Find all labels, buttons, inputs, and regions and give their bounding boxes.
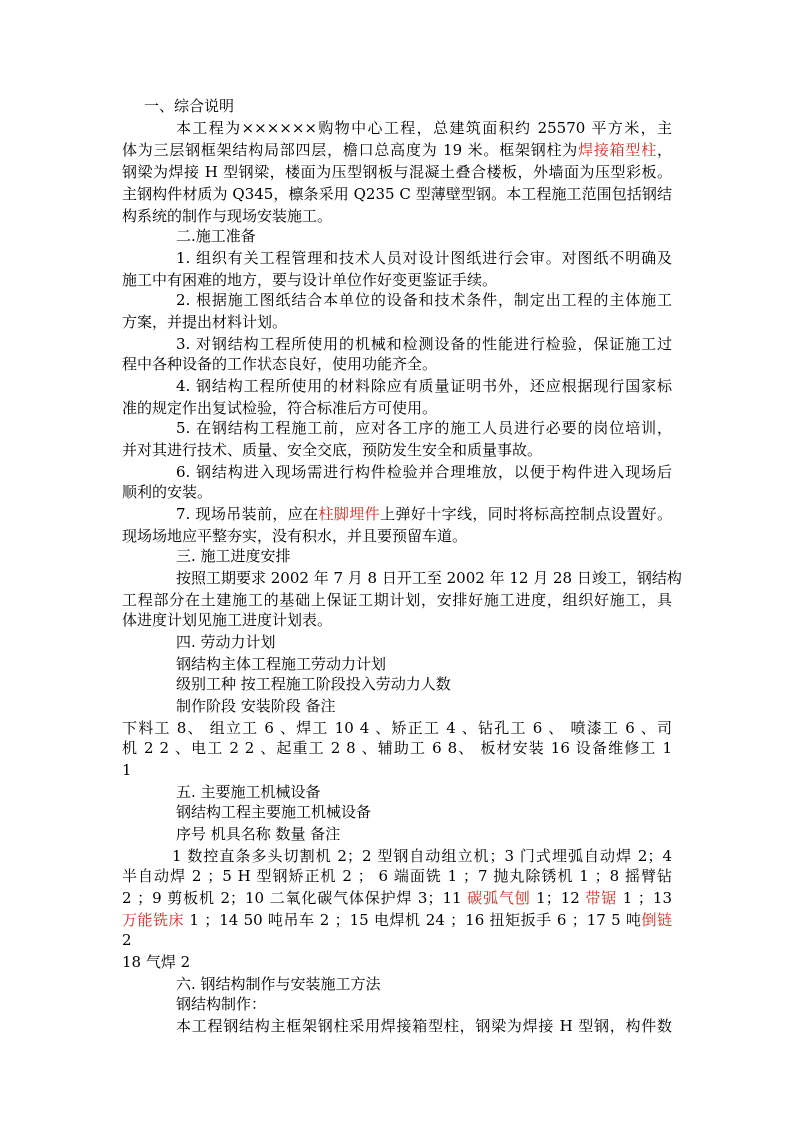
table-header: 制作阶段 安装阶段 备注 <box>176 697 336 715</box>
highlighted-term: 碳弧气刨 <box>467 889 531 907</box>
list-line: 18 气焊 2 <box>122 953 191 971</box>
text-run: 7. 现场吊装前，应在 <box>176 505 319 523</box>
list-item-line: 2. 根据施工图纸结合本单位的设备和技术条件，制定出工程的主体施工 <box>176 291 672 309</box>
paragraph-line: 构系统的制作与现场安装施工。 <box>122 207 333 225</box>
table-title: 钢结构工程主要施工机械设备 <box>176 803 372 821</box>
subheading: 钢结构制作： <box>176 995 267 1013</box>
list-item-line: 现场场地应平整夯实，没有积水，并且要预留车道。 <box>122 527 468 545</box>
paragraph-line: 本工程钢结构主框架钢柱采用焊接箱型柱，钢梁为焊接 H 型钢，构件数 <box>176 1017 672 1035</box>
list-item-line: 3. 对钢结构工程所使用的机械和检测设备的性能进行检验，保证施工过 <box>176 335 672 353</box>
table-title: 钢结构主体工程施工劳动力计划 <box>176 655 387 673</box>
text-run: 1 ；14 50 吨吊车 2 ；15 电焊机 24 ；16 扭矩扳手 6 ；17 5 吨 <box>184 911 642 929</box>
highlighted-term: 焊接箱型柱 <box>578 141 657 159</box>
list-item-line: 6. 钢结构进入现场需进行构件检验并合理堆放，以便于构件进入现场后 <box>176 463 672 481</box>
list-line <box>122 888 672 908</box>
section-heading: 二.施工准备 <box>176 227 256 245</box>
paragraph-line: 本工程为××××××购物中心工程，总建筑面积约 25570 平方米，主 <box>176 119 672 137</box>
paragraph-line: 钢梁为焊接 H 型钢梁，楼面为压型钢板与混凝土叠合楼板，外墙面为压型彩板。 <box>122 163 672 181</box>
list-item-line: 施工中有困难的地方，要与设计单位作好变更鉴证手续。 <box>122 271 498 289</box>
list-item-line <box>176 504 672 524</box>
section-heading: 四. 劳动力计划 <box>176 633 276 651</box>
paragraph-line: 主钢构件材质为 Q345，檩条采用 Q235 C 型薄壁型钢。本工程施工范围包括钢结 <box>122 185 672 203</box>
list-line: 2 <box>122 931 132 949</box>
list-item-line: 方案，并提出材料计划。 <box>122 313 288 331</box>
table-row: 下料工 8、 组立工 6 、焊工 10 4 、矫正工 4 、钻孔工 6 、 喷漆工 6 、司 <box>122 719 672 737</box>
list-item-line: 5. 在钢结构工程施工前，应对各工序的施工人员进行必要的岗位培训， <box>176 419 672 437</box>
list-item-line: 4. 钢结构工程所使用的材料除应有质量证明书外，还应根据现行国家标 <box>176 377 672 395</box>
highlighted-term: 万能铣床 <box>122 911 185 929</box>
paragraph-line: 体进度计划见施工进度计划表。 <box>122 611 333 629</box>
text-run: 1 ；13 <box>617 889 672 907</box>
table-header: 序号 机具名称 数量 备注 <box>176 825 341 843</box>
list-line: 1 数控直条多头切割机 2；2 型钢自动组立机；3 门式埋弧自动焊 2；4 <box>172 847 672 865</box>
paragraph-line: 按照工期要求 2002 年 7 月 8 日开工至 2002 年 12 月 28 日竣工，钢结构 <box>176 569 682 587</box>
table-row: 1 <box>122 761 132 779</box>
list-item-line: 程中各种设备的工作状态良好，使用功能齐全。 <box>122 355 438 373</box>
highlighted-term: 倒链 <box>641 911 672 929</box>
text-run: ， <box>656 141 672 159</box>
list-line <box>122 910 672 930</box>
highlighted-term: 带锯 <box>585 889 618 907</box>
list-item-line: 准的规定作出复试检验，符合标准后方可使用。 <box>122 399 438 417</box>
text-run: 2 ；9 剪板机 2；10 二氧化碳气体保护焊 3；11 <box>122 889 468 907</box>
paragraph-line <box>122 140 672 160</box>
paragraph-line: 工程部分在土建施工的基础上保证工期计划，安排好施工进度，组织好施工，具 <box>122 591 672 609</box>
list-item-line: 1. 组织有关工程管理和技术人员对设计图纸进行会审。对图纸不明确及 <box>176 249 672 267</box>
table-header: 级别工种 按工程施工阶段投入劳动力人数 <box>176 675 451 693</box>
text-run: 1；12 <box>530 889 586 907</box>
list-item-line: 顺利的安装。 <box>122 483 213 501</box>
text-run: 上弹好十字线，同时将标高控制点设置好。 <box>380 505 672 523</box>
section-heading: 六. 钢结构制作与安装施工方法 <box>176 975 381 993</box>
section-heading: 三. 施工进度安排 <box>176 547 291 565</box>
section-heading: 五. 主要施工机械设备 <box>176 783 321 801</box>
section-heading: 一、综合说明 <box>144 97 235 115</box>
table-row: 机 2 2 、电工 2 2 、起重工 2 8 、辅助工 6 8、 板材安装 16 设备维修工 1 <box>122 739 672 757</box>
list-line: 半自动焊 2 ；5 H 型钢矫正机 2 ； 6 端面铣 1 ；7 抛丸除锈机 1 ；8 摇臂钻 <box>122 867 672 885</box>
text-run: 体为三层钢框架结构局部四层，檐口总高度为 19 米。框架钢柱为 <box>122 141 579 159</box>
highlighted-term: 柱脚埋件 <box>318 505 381 523</box>
list-item-line: 并对其进行技术、质量、安全交底，预防发生安全和质量事故。 <box>122 441 543 459</box>
